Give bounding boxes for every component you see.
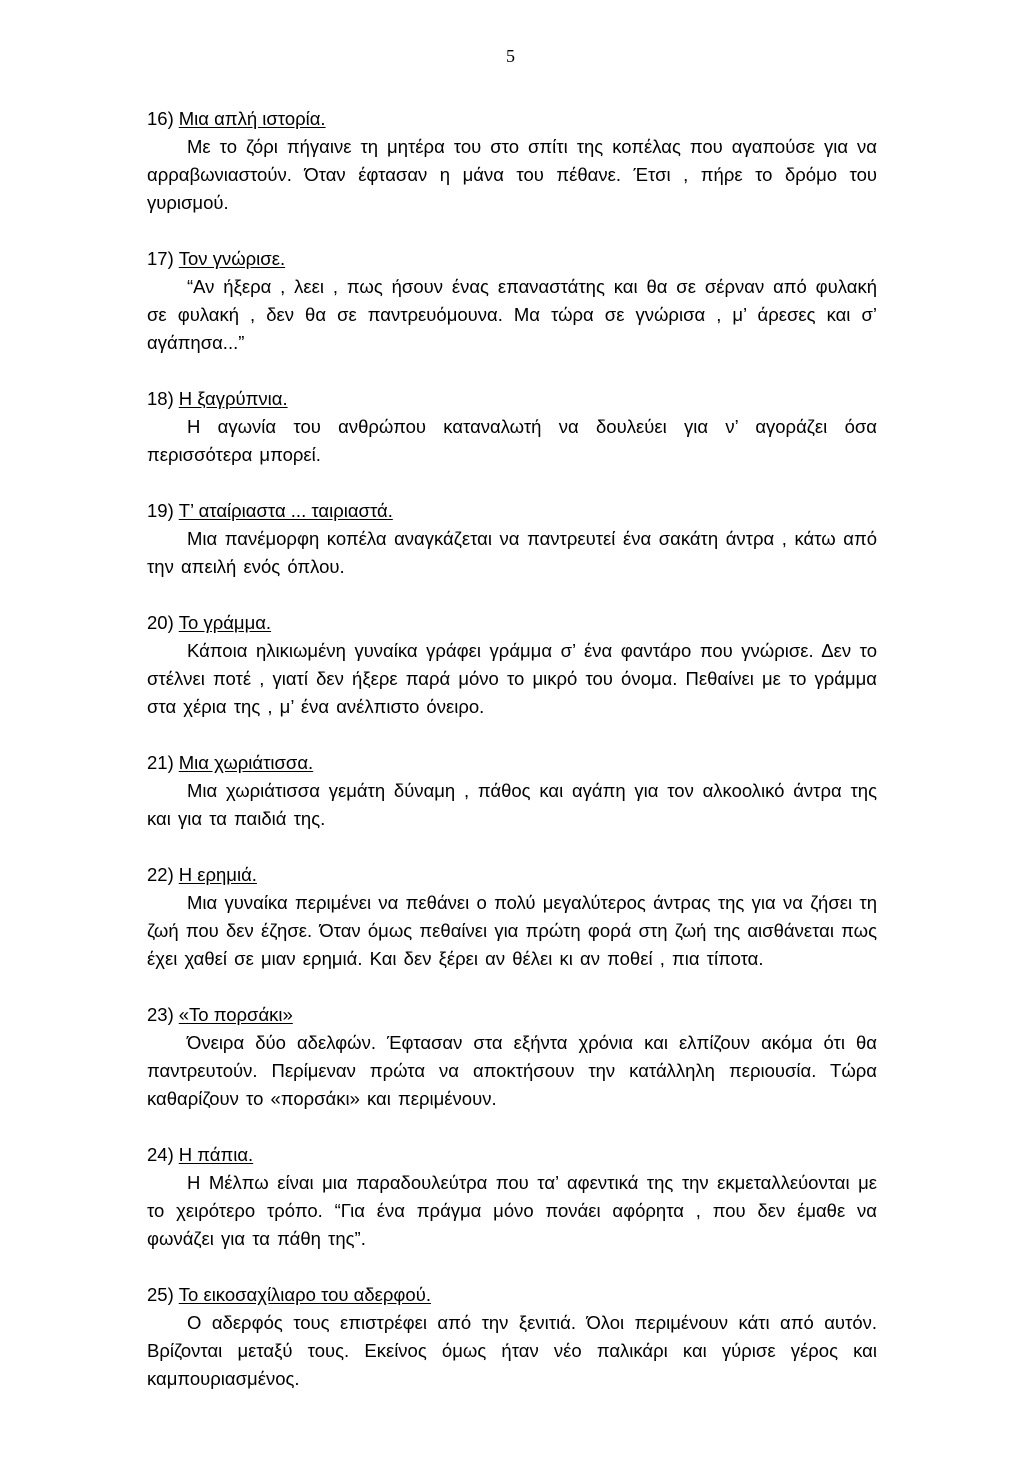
entry-title: Το γράμμα.: [178, 612, 272, 633]
entry-heading: [147, 1141, 877, 1169]
entry-title: Το εικοσαχίλιαρο του αδερφού.: [178, 1284, 431, 1305]
entry-description: Με το ζόρι πήγαινε τη μητέρα του στο σπίτι της κοπέλας που αγαπούσε για να αρραβωνιαστούν. Όταν έφτασαν η μάνα του πέθανε. Έτσι , πήρε το δρόμο του γυρισμού.: [147, 136, 877, 213]
list-item: [147, 1281, 877, 1393]
entry-description: Η Μέλπω είναι μια παραδουλεύτρα που τα’ αφεντικά της την εκμεταλλεύονται με το χειρότερο τρόπο. “Για ένα πράγμα μόνο πονάει αφόρητα , που δεν έμαθε να φωνάζει για τα πάθη της”.: [147, 1172, 877, 1249]
entry-number: 23): [147, 1004, 174, 1025]
entry-number: 20): [147, 612, 174, 633]
list-item: [147, 609, 877, 721]
entry-description: Μια χωριάτισσα γεμάτη δύναμη , πάθος και αγάπη για τον αλκοολικό άντρα της και για τα παιδιά της.: [147, 780, 877, 829]
list-item: [147, 497, 877, 581]
entry-title: Μια χωριάτισσα.: [178, 752, 314, 773]
entry-description: “Αν ήξερα , λεει , πως ήσουν ένας επαναστάτης και θα σε σέρναν από φυλακή σε φυλακή , δεν θα σε παντρευόμουνα. Μα τώρα σε γνώρισα , μ’ άρεσες και σ’ αγάπησα...”: [147, 276, 877, 353]
entry-title: «Το πορσάκι»: [178, 1004, 293, 1025]
list-item: [147, 749, 877, 833]
list-item: [147, 105, 877, 217]
entry-heading: [147, 245, 877, 273]
entry-heading: [147, 385, 877, 413]
entry-heading: [147, 609, 877, 637]
entry-title: Η ερημιά.: [178, 864, 257, 885]
entry-description: Όνειρα δύο αδελφών. Έφτασαν στα εξήντα χρόνια και ελπίζουν ακόμα ότι θα παντρευτούν. Περίμεναν πρώτα να αποκτήσουν την κατάλληλη περιουσία. Τώρα καθαρίζουν το «πορσάκι» και περιμένουν.: [147, 1032, 877, 1109]
entry-heading: [147, 1001, 877, 1029]
entry-title: Τ’ αταίριαστα ... ταιριαστά.: [178, 500, 393, 521]
entry-heading: [147, 497, 877, 525]
entry-description: Η αγωνία του ανθρώπου καταναλωτή να δουλεύει για ν’ αγοράζει όσα περισσότερα μπορεί.: [147, 416, 877, 465]
list-item: [147, 245, 877, 357]
entry-title: Η πάπια.: [178, 1144, 254, 1165]
entry-number: 19): [147, 500, 174, 521]
entry-number: 17): [147, 248, 174, 269]
entry-description: Μια γυναίκα περιμένει να πεθάνει ο πολύ μεγαλύτερος άντρας της για να ζήσει τη ζωή που δεν έζησε. Όταν όμως πεθαίνει για πρώτη φορά στη ζωή της αισθάνεται πως έχει χαθεί σε μιαν ερημιά. Και δεν ξέρει αν θέλει κι αν ποθεί , πια τίποτα.: [147, 892, 877, 969]
list-item: [147, 385, 877, 469]
entry-number: 16): [147, 108, 174, 129]
entry-heading: [147, 1281, 877, 1309]
entry-heading: [147, 861, 877, 889]
entry-number: 18): [147, 388, 174, 409]
page-number: 5: [506, 46, 515, 66]
list-item: [147, 861, 877, 973]
entry-number: 22): [147, 864, 174, 885]
entry-number: 21): [147, 752, 174, 773]
entry-heading: [147, 105, 877, 133]
story-list: [147, 105, 877, 1421]
list-item: [147, 1141, 877, 1253]
entry-title: Η ξαγρύπνια.: [178, 388, 288, 409]
entry-description: Μια πανέμορφη κοπέλα αναγκάζεται να παντρευτεί ένα σακάτη άντρα , κάτω από την απειλή ενός όπλου.: [147, 528, 877, 577]
entry-heading: [147, 749, 877, 777]
entry-description: Κάποια ηλικιωμένη γυναίκα γράφει γράμμα σ’ ένα φαντάρο που γνώρισε. Δεν το στέλνει ποτέ , γιατί δεν ήξερε παρά μόνο το μικρό του όνομα. Πεθαίνει με το γράμμα στα χέρια της , μ’ ένα ανέλπιστο όνειρο.: [147, 640, 877, 717]
entry-title: Τον γνώρισε.: [178, 248, 286, 269]
list-item: [147, 1001, 877, 1113]
entry-number: 24): [147, 1144, 174, 1165]
entry-description: Ο αδερφός τους επιστρέφει από την ξενιτιά. Όλοι περιμένουν κάτι από αυτόν. Βρίζονται μεταξύ τους. Εκείνος όμως ήταν νέο παλικάρι και γύρισε γέρος και καμπουριασμένος.: [147, 1312, 877, 1389]
entry-number: 25): [147, 1284, 174, 1305]
entry-title: Μια απλή ιστορία.: [178, 108, 326, 129]
